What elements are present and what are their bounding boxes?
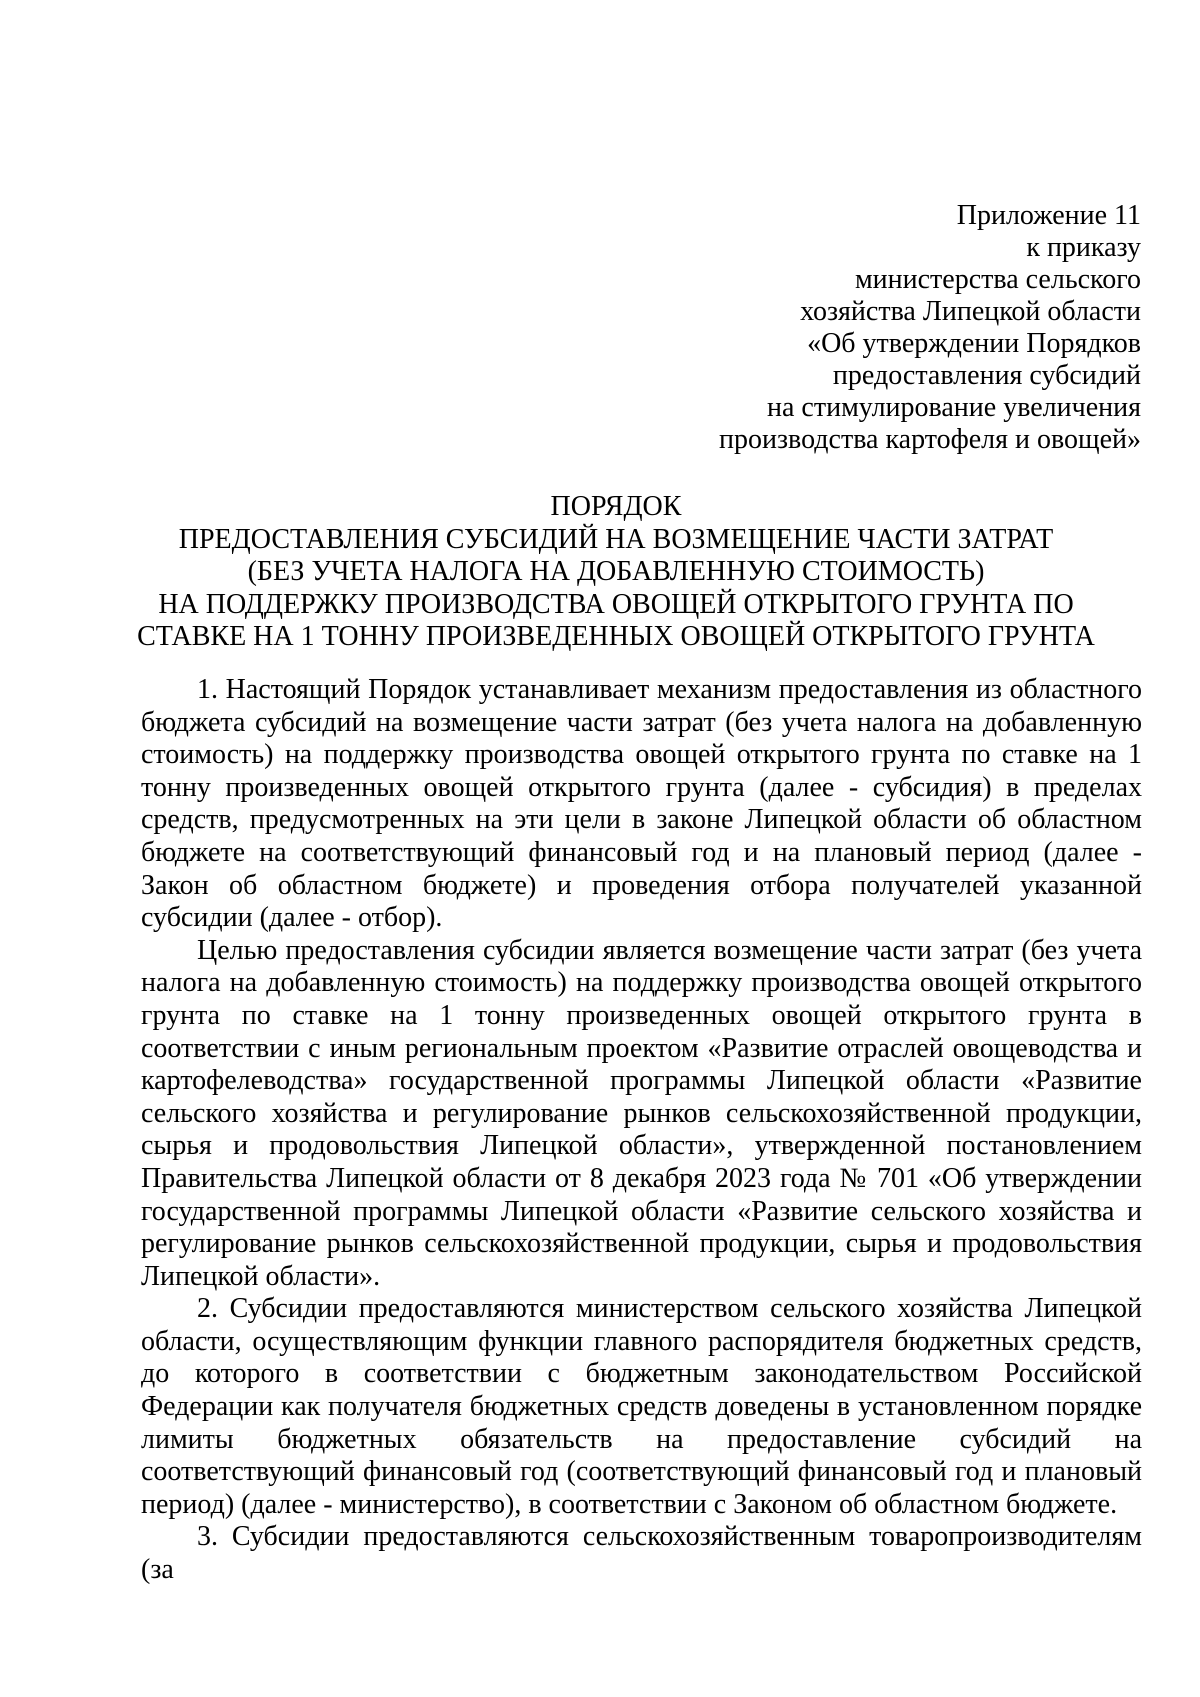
appendix-line: на стимулирование увеличения [767,392,1141,423]
title-line: ПОРЯДОК [550,491,682,522]
title-line: ПРЕДОСТАВЛЕНИЯ СУБСИДИЙ НА ВОЗМЕЩЕНИЕ ЧАСТИ ЗАТРАТ [178,523,1054,555]
paragraph-3: 3. Субсидии предоставляются сельскохозяйственным товаропроизводителям (за [141,1521,1142,1586]
document-body [141,674,1142,1587]
appendix-line: производства картофеля и овощей» [719,424,1141,455]
appendix-line: министерства сельского [854,264,1141,295]
appendix-line: предоставления субсидий [832,360,1141,391]
title-line: (БЕЗ УЧЕТА НАЛОГА НА ДОБАВЛЕННУЮ СТОИМОСТЬ) [247,556,985,587]
appendix-header [581,200,1141,456]
appendix-line: к приказу [1026,232,1141,263]
paragraph-goal: Целью предоставления субсидии является возмещение части затрат (без учета налога на добавленную стоимость) на поддержку производства овощей открытого грунта по ставке на 1 тонну произведенных овощей открытого грунта в соответствии с иным региональным проектом «Развитие отраслей овощеводства и картофелеводства» государственной программы Липецкой области «Развитие сельского хозяйства и регулирование рынков сельскохозяйственной продукции, сырья и продовольствия Липецкой области», утвержденной постановлением Правительства Липецкой области от 8 декабря 2023 года № 701 «Об утверждении государственной программы Липецкой области «Развитие сельского хозяйства и регулирование рынков сельскохозяйственной продукции, сырья и продовольствия Липецкой области». [141,934,1142,1292]
appendix-line: «Об утверждении Порядков [807,328,1141,359]
appendix-line: Приложение 11 [956,200,1141,231]
title-line: НА ПОДДЕРЖКУ ПРОИЗВОДСТВА ОВОЩЕЙ ОТКРЫТОГО ГРУНТА ПО [158,588,1074,620]
appendix-line: хозяйства Липецкой области [800,296,1141,327]
paragraph-1: 1. Настоящий Порядок устанавливает механизм предоставления из областного бюджета субсидий на возмещение части затрат (без учета налога на добавленную стоимость) на поддержку производства овощей открытого грунта по ставке на 1 тонну произведенных овощей открытого грунта (далее - субсидия) в пределах средств, предусмотренных на эти цели в законе Липецкой области об областном бюджете на соответствующий финансовый год и на плановый период (далее - Закон об областном бюджете) и проведения отбора получателей указанной субсидии (далее - отбор). [141,674,1142,934]
paragraph-2: 2. Субсидии предоставляются министерством сельского хозяйства Липецкой области, осуществляющим функции главного распорядителя бюджетных средств, до которого в соответствии с бюджетным законодательством Российской Федерации как получателя бюджетных средств доведены в установленном порядке лимиты бюджетных обязательств на предоставление субсидий на соответствующий финансовый год (соответствующий финансовый год и плановый период) (далее - министерство), в соответствии с Законом об областном бюджете. [141,1293,1142,1520]
document-title [90,491,1142,654]
title-line: СТАВКЕ НА 1 ТОННУ ПРОИЗВЕДЕННЫХ ОВОЩЕЙ ОТКРЫТОГО ГРУНТА [137,621,1095,652]
